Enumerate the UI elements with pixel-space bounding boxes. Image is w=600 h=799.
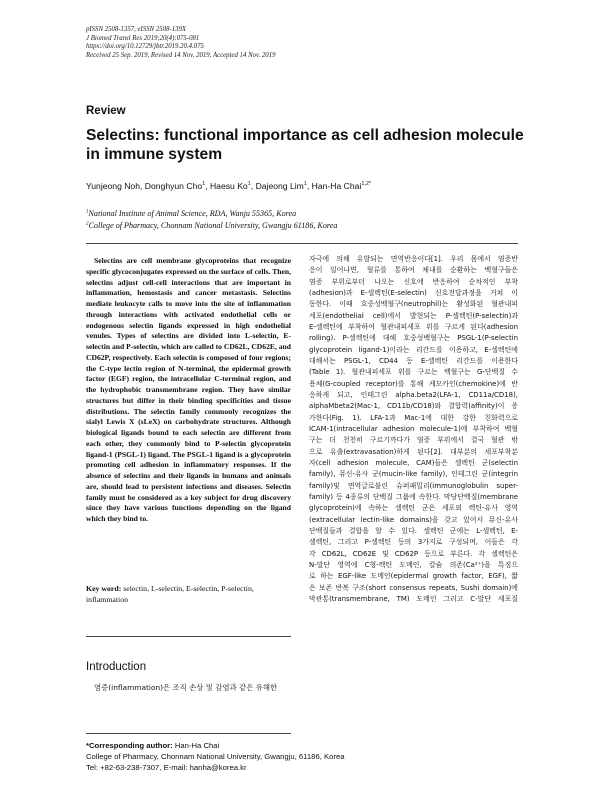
body-text-line: 단백질들과 결합을 할 수 있다. 셀렉틴 군에는 L-셀렉틴, E- (309, 526, 518, 535)
author-name: Donghyun Cho (144, 181, 203, 191)
affiliation-sup: 2 (86, 221, 89, 227)
corresponding-author-note (86, 740, 345, 774)
body-text-line: 동한다. 이때 호중성백혈구(neutrophil)는 활성화된 혈관내피 (309, 300, 518, 309)
body-text-line: glycoprotein)에 속하는 셀렉틴 군은 세포외 렉틴-유사 영역 (309, 504, 518, 513)
body-text-line: (adhesion)과 E-셀렉틴(E-selectin) 신호전달과정을 거쳐 이 (309, 288, 518, 297)
body-text-line: 각 CD62L, CD62E 및 CD62P 등으로 부른다. 각 셀렉틴은 (309, 549, 518, 558)
body-text-line: 셀렉틴, 그리고 P-셀렉틴 등의 3가지로 구성되며, 이들은 각 (309, 538, 518, 547)
corresponding-address: College of Pharmacy, Chonnam National University, Gwangju, 61186, Korea (86, 752, 345, 762)
body-text-line: 응하게 되고, 인테그린 alpha.beta2(LFA-1, CD11a/CD18), (309, 390, 518, 399)
body-text-line: N-말단 영역에 C형-렉틴 도메인, 칼슘 의존(Ca²⁺)을 특징으 (309, 560, 518, 569)
body-text-line: family) 등 4종류의 단백질 그룹에 속한다. 막당단백질(membrane (309, 492, 518, 501)
introduction-heading: Introduction (86, 661, 147, 673)
footnote-divider (86, 733, 291, 734)
body-text-line: 자극에 의해 유발되는 면역반응이다[1]. 우리 몸에서 염증반 (309, 255, 518, 263)
doi-link[interactable]: https://doi.org/10.12729/jbtr.2019.20.4.075 (86, 43, 204, 51)
affiliation-list (86, 208, 337, 232)
body-text-line: glycoprotein ligand-1)이라는 리간드를 이용하고, E-셀렉틴에 (309, 345, 518, 354)
body-text-line: 자(cell adhesion molecule, CAM)들은 셀렉틴 군(selectin (309, 458, 518, 467)
keywords-label: Key word: (86, 584, 122, 593)
body-text-line: (extracellular lectin-like domains)을 갖고 있어서 뮤신-유사 (309, 515, 518, 524)
affiliation-text: College of Pharmacy, Chonnam National University, Gwangju 61186, Korea (88, 220, 338, 230)
article-type-label: Review (86, 105, 126, 117)
body-text-line: 은 보존 반복 구조(short consensus repeats, Sushi domain)에 (309, 583, 518, 592)
journal-meta (86, 26, 276, 60)
body-text-line: 로 하는 EGF-like 도메인(epidermal growth factor, EGF), 짧 (309, 572, 518, 581)
keywords (86, 583, 291, 605)
author-list: Yunjeong Noh, Donghyun Cho$^1$, Haesu Ko$^1$, Dajeong Lim$^1$, Han-Ha Chai$^{1,2*}$ (86, 181, 372, 191)
author-name: Han-Ha Chai (311, 181, 362, 191)
keywords-text: selectin, L-selectin, E-selectin, P-selectin, inflammation (86, 584, 254, 604)
top-divider (86, 243, 518, 244)
affiliation-item (86, 208, 337, 220)
author-affil-sup: 1 (303, 181, 307, 188)
body-text-line: family)및 면역글로불린 슈퍼패밀리(immunoglobulin super- (309, 481, 518, 490)
author-name: Yunjeong Noh (86, 181, 140, 191)
author-name: Haesu Ko (209, 181, 248, 191)
body-text-line: 막관통(transmembrane, TM) 도메인 그리고 C-말단 세포질 (309, 594, 518, 603)
journal-citation: J Biomed Transl Res 2019;20(4):075-081 (86, 34, 200, 42)
corresponding-name: Han-Ha Chai (174, 741, 220, 750)
body-text-line: 구는 더 천천히 구르기까다가 염증 부위에서 결국 혈관 밖 (309, 436, 518, 445)
abstract-text: Selectins are cell membrane glycoproteins that recognize specific glycoconjugates expressed on the surface of cells. Then, selectins adjust cell-cell interactions that are important in inflammation, hemostasis and cancer metastasis. Selectins mediate leukocyte calls to move into the site of inflammation through interactions with activated endothelial cells or endogenous selectin ligands expressed in high endothelial venules. Types of selectins are divided into L-selectin, E-selectin and P-selectin, which are called to CD62L, CD62E, and CD62P, respectively. Each selectin is composed of four regions; the C-type lectin region of N-terminal, the epidermal growth factor (EGF) region, the intracellular C-terminal region, and the hydrophobic transmembrane region. They have similar structures but differ in their binding specificities and tissue distributions. The selectin family commonly recognizes the sialyl Lewis X (sLeX) on carbohydrate structures. Although biological ligands bound to each selectin are different from each other, they commonly bind to P-selectin glycoprotein ligand-1 (PSGL-1) ligand. The PSGL-1 ligand is a glycoprotein promoting cell adhesion in inflammatory responses. If the absence of selectins and their ligands in humans and animals are, should lead to persistent infections and diseases. Selectin family must be considered as a key subject for drug discovery since they have various functions depending on the ligand which they bind to. (86, 256, 291, 523)
issn-line: pISSN 2508-1357, eISSN 2508-139X (86, 26, 187, 33)
body-text-line: family), 뮤신-유사 군(mucin-like family), 인테그린 군(integrin (309, 470, 518, 479)
body-text-line: 대해서는 PSGL-1, CD44 등 E-셀렉틴 리간드를 이용한다 (309, 356, 518, 365)
corresponding-contact: Tel: +82-63-238-7307, E-mail: hanha@korea.kr (86, 763, 247, 773)
body-text-line: E-셀렉틴에 부착하여 혈관내피세포 위를 구르게 된다(adhesion (309, 322, 518, 331)
corresponding-label: *Corresponding author: (86, 741, 173, 750)
author-affil-sup: 1 (202, 181, 206, 188)
body-text-line: 응이 일어나면, 혈류를 통하여 체내를 순환하는 백혈구들은 (309, 266, 518, 275)
body-text-right-column (309, 254, 518, 605)
affiliation-text: National Institute of Animal Science, RDA, Wanju 55365, Korea (88, 209, 297, 218)
body-text-line: 염증 부위로부터 나오는 신호에 반응하여 순차적인 부착 (309, 277, 518, 286)
body-text-line: rolling). P-셀렉틴에 대해 호중성백혈구는 PSGL-1(P-selectin (309, 334, 518, 343)
author-affil-sup: 1 (247, 181, 251, 188)
body-text-line: alphaMbeta2(Mac-1, CD11b/CD18)와 결합력(affinity)이 증 (309, 402, 518, 411)
body-text-line: 가한다(Fig. 1). LFA-1과 Mac-1에 대한 강한 친화력으로 (309, 413, 518, 422)
body-text-line: 으로 유출(extravasation)하게 된다[2]. 대부분의 세포부착분 (309, 447, 518, 456)
introduction-first-line: 염증(inflammation)은 조직 손상 및 감염과 같은 유해한 (94, 683, 278, 692)
body-text-line: ICAM-1(intracellular adhesion molecule-1)에 부착하여 백혈 (309, 424, 518, 433)
affiliation-item (86, 220, 337, 232)
abstract-divider (86, 636, 291, 637)
body-text-line: 용체(G-coupled receptor)를 통해 케모카인(chemokine)에 반 (309, 379, 518, 388)
body-text-line: 세포(endothelial cell)에서 발현되는 P-셀렉틴(P-selectin)과 (309, 311, 518, 320)
article-title: Selectins: functional importance as cell adhesion molecule in immune system (86, 127, 524, 163)
author-name: Dajeong Lim (255, 181, 304, 191)
body-text-line: (Table 1). 혈관내피세포 위를 구르는 백혈구는 G-단백질 수 (309, 368, 518, 377)
author-affil-sup: 1,2* (361, 181, 372, 188)
affiliation-sup: 1 (86, 209, 89, 215)
dates-line: Received 25 Sep. 2019, Revised 14 Nov. 2019, Accepted 14 Nov. 2019 (86, 51, 276, 59)
